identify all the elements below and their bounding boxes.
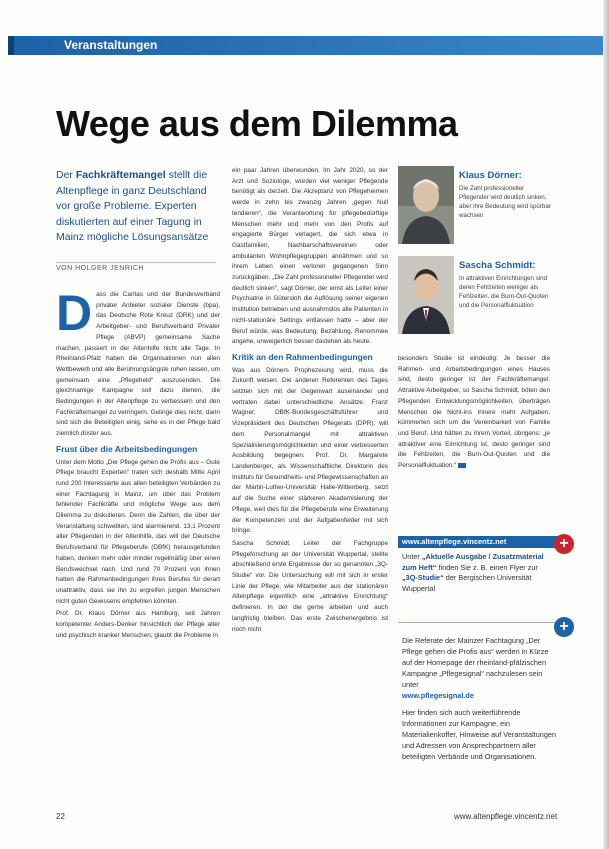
paragraph: ass die Caritas und der Bundesverband privater Anbieter sozialer Dienste (bpa), das Deutsche Rote Kreuz (DRK) und der Arbeitgeber- und Berufsverband Privater Pflege (ABVP) gemeinsame Sache machen, passiert in der Altenhilfe nicht alle Tage. In Rheinland-Pfalz haben die Organisationen nun allen Wettbewerb und alle Berührungsängste ruhen lassen, um gemeinsam eine „Pflegeheld“ auszusenden. Die gleichnamige Kampagne soll dazu dienen, die Bedingungen in der Altenpflege zu verbessern und den Fachkräftemangel zu verringern. Gelinge dies nicht, darin sind sich die Beteiligten einig, sehe es in der Pflege bald ziemlich düster aus. — [56, 291, 220, 438]
paragraph: Prof. Dr. Klaus Dörner aus Hamburg, seit Jahren kompetenter Anders-Denker hinsichtlich der Pflege alter und psychisch kranker Menschen, glaubt die Probleme in — [56, 610, 220, 639]
profile-box-schmidt — [398, 256, 552, 334]
profile-name: Klaus Dörner: — [459, 170, 522, 181]
article-title: Wege aus dem Dilemma — [56, 103, 458, 144]
profile-text — [459, 260, 551, 310]
lead-rest: stellt die Altenpflege in ganz Deutschland vor große Probleme. Experten diskutierten auf einer Tagung in Mainz mögliche Lösungsansätze — [56, 169, 209, 243]
paragraph: Was aus Dörners Prophezeiung wird, muss die Zukunft weisen. Die anderen Referenten des Tages setzten sich mit der Gegenwart auseinander und vertraten dabei unterschiedliche Ansätze. Franz Wagner, DBfK-Bundesgeschäftsführer und Vizepräsident des Deutschen Pflegerats (DPR), will dem Personalmangel mit attraktiven Spezialisierungsmöglichkeiten und einer verbesserten Ausbildung begegnen. Prof. Dr. Margarete Landenberger, als Wissenschaftliche Direktorin des Instituts für Gesundheits- und Pflegewissenschaften an der Martin-Luther-Universität Halle-Wittenberg, setzt auf die Suche einer stärkeren Akademisierung der Pflege, weil dies für die Pflegeberufe eine Erweiterung der Kompetenzen und der Aufgabenfelder mit sich bringe. — [232, 366, 388, 535]
section-label: Veranstaltungen — [64, 38, 158, 52]
info-box-text — [402, 635, 560, 762]
portrait-photo — [398, 166, 454, 244]
page-edge — [603, 0, 609, 849]
info-box-conference — [398, 618, 574, 809]
profile-box-doerner — [398, 166, 552, 244]
info-paragraph: Die Referate der Mainzer Fachtagung „Der Pflege gehen die Profis aus“ werden in Kürze auf der Homepage der rheinland-pfälzischen Kampagne „Pflegesignal“ nachzulesen sein unter — [402, 636, 549, 689]
info-box-text — [402, 552, 552, 594]
plus-icon: + — [554, 617, 574, 637]
text: der Bergischen Universität Wuppertal — [402, 573, 532, 593]
profile-name: Sascha Schmidt: — [459, 260, 536, 271]
section-header — [8, 36, 603, 55]
info-box-web — [398, 536, 574, 606]
end-mark-icon — [458, 463, 466, 468]
paragraph: ein paar Jahren überwunden. Im Jahr 2020, so der Arzt und Soziologe, würden viel weniger Pflegende benötigt als derzeit. Die Akzeptanz von Pflegeheimen werde in zehn bis zwanzig Jahren „gegen Null tendieren“, die Verantwortung für pflegebedürftige Menschen mehr und mehr von den Profis auf engagierte Bürger verlagert, die sich etwa in Gastfamilien, Nachbarschaftsvereinen oder ambulanten Wohnpflegegruppen annähmen und so ihrem Leben einen verloren gegangenen Sinn zurückgäben. „Die Zahl professioneller Pflegender wird deutlich sinken“, sagt Dörner, der einst als Leiter einer Psychiatrie in Gütersloh die Auflösung seiner eigenen Institution betrieben und ausnahmslos alle Patienten in nicht-stationäre Settings entlassen hatte – aber der Beruf würde, was Bedeutung, Bezahlung, Renommee angehe, unweigerlich besser dastehen als heute. — [232, 167, 388, 346]
profile-quote: Die Zahl professioneller Pflegender wird deutlich sinken, aber ihre Bedeutung wird spürbar wachsen — [459, 185, 551, 219]
profile-text — [459, 170, 551, 220]
info-paragraph: Hier finden sich auch weiterführende Informationen zur Kampagne, ein Materialienkoffer, Hinweise auf Veranstaltungen und Adressen von Ansprechpartnern aller beteiligten Verbände und Organisationen. — [402, 708, 557, 761]
drop-cap: D — [56, 290, 93, 341]
text: Unter — [402, 552, 422, 561]
paragraph — [398, 354, 550, 472]
article-lead — [56, 168, 216, 246]
bold-text: „3Q-Studie“ — [402, 573, 444, 582]
subheading: Frust über die Arbeitsbedingungen — [56, 443, 198, 454]
article-column-2 — [232, 166, 388, 806]
bold-text: „Aktuelle Ausgabe / Zusatzmaterial zum Heft“ — [402, 552, 544, 572]
plus-icon: + — [554, 534, 574, 554]
article-column-1 — [56, 290, 220, 800]
profile-quote: In attraktiven Einrichtungen sind deren Fehlzeiten weniger als Fehlzeiten, die Burn-Out-Quoten und die Personalfluktuation — [459, 275, 549, 309]
footer-url: www.altenpflege.vincentz.net — [454, 812, 558, 821]
info-box-url[interactable]: www.altenpflege.vincentz.net — [398, 536, 570, 548]
paragraph: Sascha Schmidt, Leiter der Fachgruppe Pflegeforschung an der Universität Wuppertal, stellte abschließend erste Ergebnisse der so genannten „3Q-Studie“ vor. Die Untersuchung will mit sich in erster Linie der Pflege, wie Mitarbeiter aus der stationären Altenpflege eigentlich eine „attraktive Einrichtung“ definieren. In der die gerne arbeiten und auch langfristig bleiben. Das erste Zwischenergebnis ist noch nicht — [232, 539, 388, 633]
section-marker — [8, 36, 14, 55]
lead-prefix: Der — [56, 169, 76, 181]
text: finden Sie z. B. einen Flyer zur — [436, 562, 538, 572]
subheading: Kritik an den Rahmenbedingungen — [232, 351, 373, 362]
paragraph: Unter dem Motto „Der Pflege gehen die Profis aus – Gute Pflege braucht Experten“ traten sich deshalb Mitte April rund 200 Interessierte aus allen beteiligten Verbänden zu einer Fachtagung in Mainz, um über das Problem fehlender Fachkräfte und mögliche Wege aus dem Dilemma zu diskutieren. Denn die Zahlen, die über der Veranstaltung schwebten, sind alarmierend. 13,1 Prozent aller Pflegenden in der Altenhilfe, das will der Deutsche Berufsverband für Pflegeberufe (DBfK) herausgefunden haben, denken mehr oder minder regelmäßig über einen Berufswechsel nach. Und rund 70 Prozent von ihnen hatten die Rahmenbedingungen ihres Berufes für derart unattraktiv, dass sie ihn zu ergreifen jungen Menschen nicht guten Gewissens empfehlen könnten. — [56, 458, 220, 605]
paragraph-text: besonders Studie ist eindeutig: Je besser die Rahmen- und Arbeitsbedingungen eines Hauses sind, desto geringer ist der Fachkräftemangel. Attraktive Arbeitgeber, so Sascha Schmidt, böten den Pflegenden Entwicklungsmöglichkeiten, überträgen Menschen die Nicht-ins Innere mehr Aufgaben, kümmerten sich um die Vereinbarkeit von Familie und Beruf. Und hätten zu ihrem Vorteil, übrigens: „je attraktiver eine Einrichtung ist, desto geringer sind die Fehlzeiten, die Burn-Out-Quoten und die Personalfluktuation.“ — [398, 355, 550, 470]
article-column-3 — [398, 354, 550, 504]
page-number: 22 — [56, 812, 65, 821]
author-byline: VON HOLGER JENRICH — [56, 262, 216, 272]
lead-bold: Fachkräftemangel — [75, 169, 166, 181]
info-link[interactable]: www.pflegesignal.de — [402, 691, 474, 700]
portrait-photo — [398, 256, 454, 334]
